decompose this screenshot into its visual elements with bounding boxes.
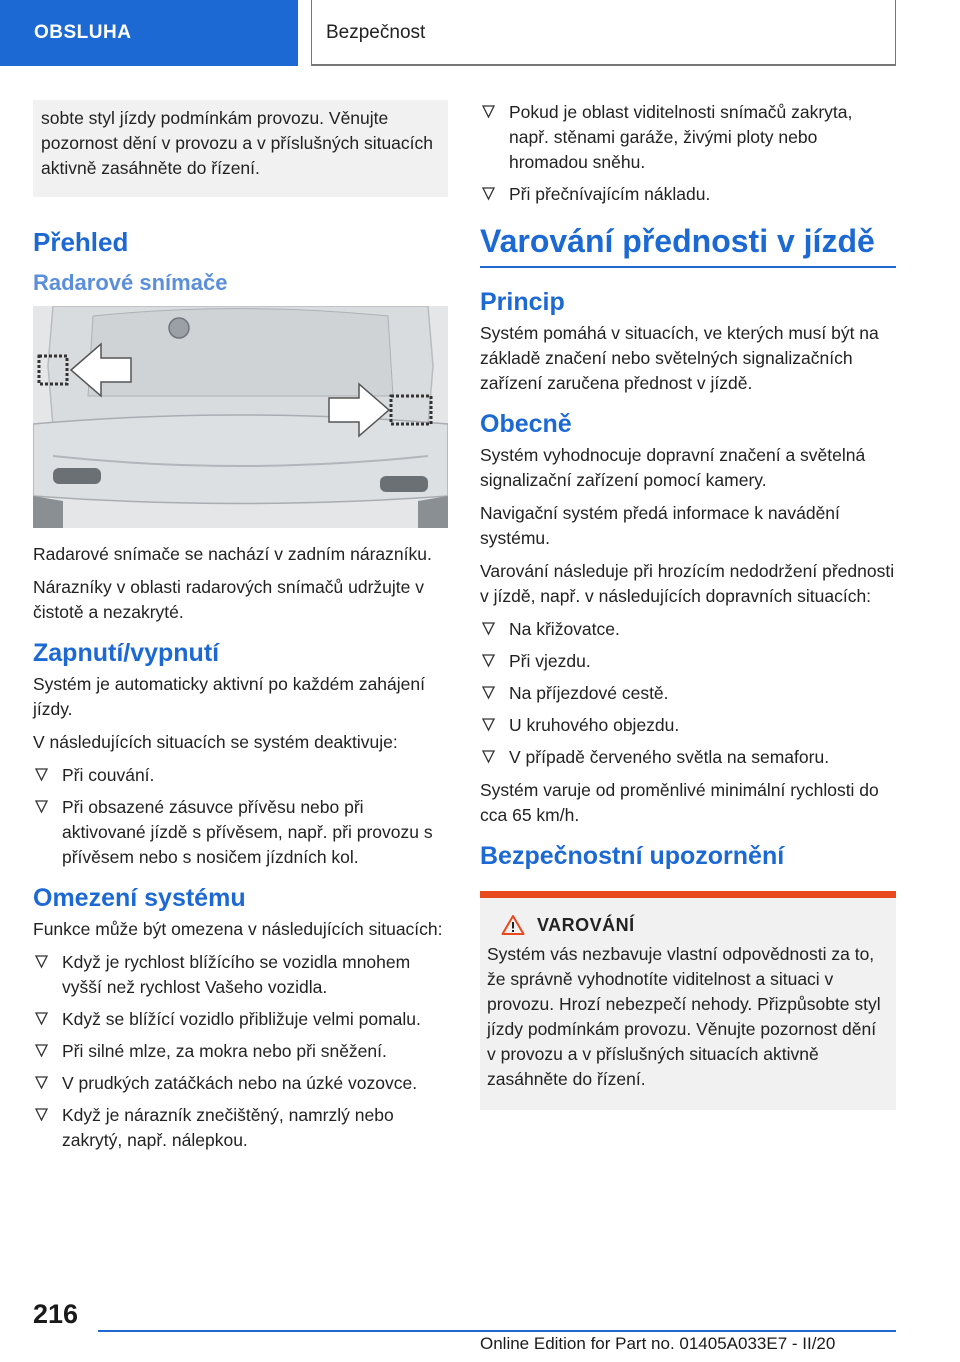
list-item: Při přečnívajícím nákladu. — [480, 182, 896, 207]
edition-note: Online Edition for Part no. 01405A033E7 - II/20 — [480, 1334, 836, 1353]
list-item: Na příjezdové cestě. — [480, 681, 896, 706]
triangle-bullet-icon — [35, 1043, 48, 1059]
list-item: Při vjezdu. — [480, 649, 896, 674]
principle-heading: Princip — [480, 288, 565, 316]
rear-bumper-illustration — [33, 306, 448, 528]
list-item: Když je rychlost blížícího se vozidla mnohem vyšší než rychlost Vašeho vozidla. — [33, 950, 448, 1000]
triangle-bullet-icon — [35, 1075, 48, 1091]
list-item: Při couvání. — [33, 763, 448, 788]
page-header — [0, 0, 960, 68]
radar-paragraph-2: Nárazníky v oblasti radarových snímačů udržujte v čistotě a nezakryté. — [33, 577, 424, 622]
onoff-heading: Zapnutí/vypnutí — [33, 639, 220, 667]
radar-heading: Radarové snímače — [33, 270, 228, 295]
safety-heading: Bezpečnostní upozornění — [480, 842, 785, 870]
right-column — [480, 100, 896, 1110]
onoff-paragraph-1: Systém je automaticky aktivní po každém zahájení jízdy. — [33, 674, 425, 719]
intro-text: sobte styl jízdy podmínkám provozu. Věnujte pozornost dění v provozu a v příslušných situacích aktivně zasáhněte do řízení. — [41, 108, 434, 178]
footer-divider — [98, 1330, 896, 1332]
triangle-bullet-icon — [482, 717, 495, 733]
triangle-bullet-icon — [482, 653, 495, 669]
chapter-title: Bezpečnost — [311, 0, 896, 66]
triangle-bullet-icon — [482, 749, 495, 765]
general-paragraph-2: Navigační systém předá informace k navádění systému. — [480, 503, 840, 548]
limits-list — [33, 950, 448, 1153]
list-item: Při obsazené zásuvce přívěsu nebo při aktivované jízdě s přívěsem, např. při provozu s přívěsem nebo s nosičem jízdních kol. — [33, 795, 448, 870]
list-item: Při silné mlze, za mokra nebo při sněžení. — [33, 1039, 448, 1064]
onoff-paragraph-2: V následujících situacích se systém deaktivuje: — [33, 732, 398, 752]
limits-paragraph: Funkce může být omezena v následujících situacích: — [33, 919, 443, 939]
situations-list — [480, 617, 896, 770]
page-number: 216 — [33, 1299, 79, 1329]
list-item: Na křižovatce. — [480, 617, 896, 642]
triangle-bullet-icon — [35, 799, 48, 815]
triangle-bullet-icon — [482, 685, 495, 701]
list-item: V případě červeného světla na semaforu. — [480, 745, 896, 770]
triangle-bullet-icon — [35, 1107, 48, 1123]
limits-heading: Omezení systému — [33, 884, 246, 912]
warning-title-row — [501, 914, 888, 936]
warning-text: Systém vás nezbavuje vlastní odpovědnosti za to, že správně vyhodnotíte viditelnost a situaci v provozu. Hrozí nebezpečí nehody. Přizpůsobte styl jízdy podmínkám provozu. Věnujte pozornost dění v provozu a v příslušných situacích aktivně zasáhněte do řízení. — [487, 944, 881, 1089]
principle-paragraph: Systém pomáhá v situacích, ve kterých musí být na základě značení nebo světelných signalizačních zařízení zaručena přednost v jízdě. — [480, 323, 879, 393]
left-column — [33, 100, 448, 1161]
triangle-bullet-icon — [35, 1011, 48, 1027]
priority-warning-heading: Varování přednosti v jízdě — [480, 223, 896, 268]
list-item: Když je nárazník znečištěný, namrzlý nebo zakrytý, např. nálepkou. — [33, 1103, 448, 1153]
section-tab: OBSLUHA — [0, 0, 298, 66]
list-item: V prudkých zatáčkách nebo na úzké vozovce. — [33, 1071, 448, 1096]
list-item: Pokud je oblast viditelnosti snímačů zakryta, např. stěnami garáže, živými ploty nebo hromadou sněhu. — [480, 100, 896, 175]
general-paragraph-3: Varování následuje při hrozícím nedodržení přednosti v jízdě, např. v následujících dopravních situacích: — [480, 561, 895, 606]
list-item: U kruhového objezdu. — [480, 713, 896, 738]
car-rear-image — [33, 306, 448, 528]
warning-box — [480, 891, 896, 1110]
triangle-bullet-icon — [482, 621, 495, 637]
triangle-bullet-icon — [35, 954, 48, 970]
warning-title: VAROVÁNÍ — [537, 914, 635, 935]
general-paragraph-1: Systém vyhodnocuje dopravní značení a světelná signalizační zařízení pomocí kamery. — [480, 445, 866, 490]
triangle-bullet-icon — [482, 186, 495, 202]
list-item: Když se blížící vozidlo přibližuje velmi pomalu. — [33, 1007, 448, 1032]
triangle-bullet-icon — [35, 767, 48, 783]
continued-warning-box — [33, 100, 448, 197]
continued-limits-list — [480, 100, 896, 207]
overview-heading: Přehled — [33, 227, 129, 257]
deactivation-list — [33, 763, 448, 870]
warning-triangle-icon — [501, 914, 525, 936]
triangle-bullet-icon — [482, 104, 495, 120]
general-heading: Obecně — [480, 410, 572, 438]
speed-paragraph: Systém varuje od proměnlivé minimální rychlosti do cca 65 km/h. — [480, 780, 879, 825]
radar-paragraph-1: Radarové snímače se nachází v zadním nárazníku. — [33, 544, 432, 564]
